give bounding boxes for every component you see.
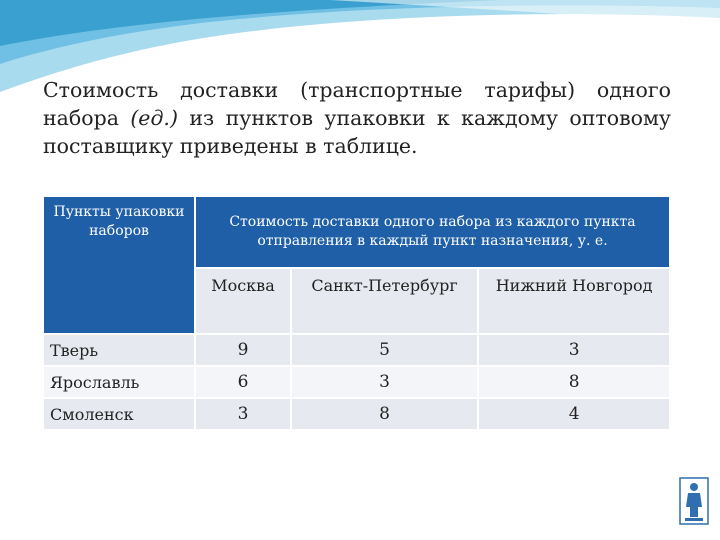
table-cell: 6 — [196, 367, 290, 397]
intro-text-start: Стоимость доставки (транспортные тарифы) одного набора — [43, 78, 671, 130]
table-cell: 3 — [292, 367, 477, 397]
row-label: Тверь — [44, 335, 194, 365]
row-label: Смоленск — [44, 399, 194, 429]
table-header-row — [44, 197, 669, 267]
table-cell: 5 — [292, 335, 477, 365]
table-cell: 9 — [196, 335, 290, 365]
table-cell: 8 — [292, 399, 477, 429]
delivery-cost-table — [42, 195, 671, 431]
table-row — [44, 335, 669, 365]
table-cell: 3 — [196, 399, 290, 429]
group-header-cell: Стоимость доставки одного набора из каждого пункта отправления в каждый пункт назначения, у. е. — [196, 197, 669, 267]
column-header-nn: Нижний Новгород — [479, 269, 669, 333]
table-cell: 4 — [479, 399, 669, 429]
intro-paragraph — [43, 76, 671, 160]
intro-text-end: из пунктов упаковки к каждому оптовому поставщику приведены в таблице. — [43, 106, 671, 158]
table-row — [44, 399, 669, 429]
row-header-cell: Пункты упаковки наборов — [44, 197, 194, 333]
column-header-spb: Санкт-Петербург — [292, 269, 477, 333]
university-emblem-icon — [679, 477, 709, 525]
table-cell: 8 — [479, 367, 669, 397]
column-header-moscow: Москва — [196, 269, 290, 333]
row-label: Ярославль — [44, 367, 194, 397]
table-cell: 3 — [479, 335, 669, 365]
intro-unit: (ед.) — [130, 106, 178, 130]
table-row — [44, 367, 669, 397]
